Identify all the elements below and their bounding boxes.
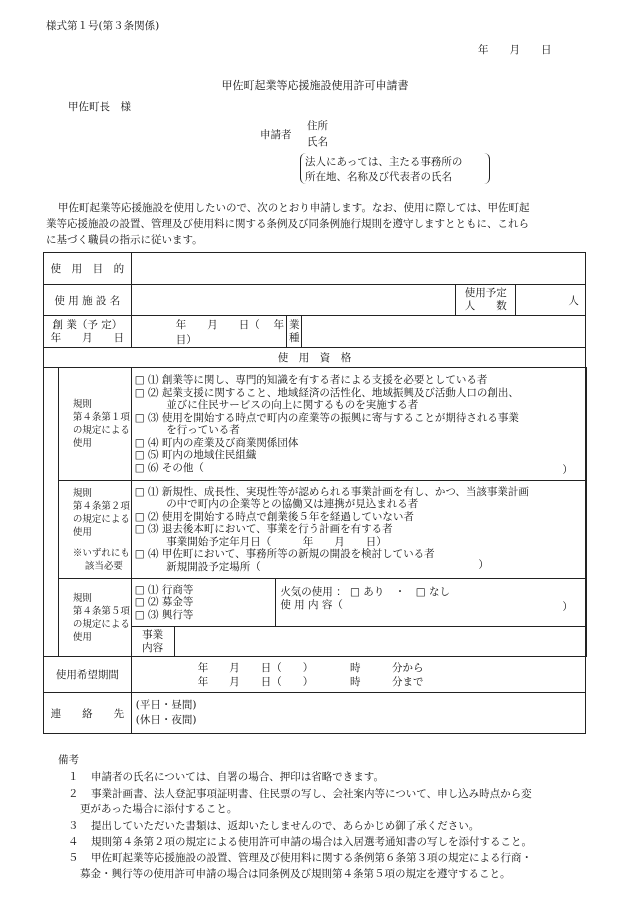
sec1-item[interactable]: □ ⑵ 起業支援に関すること、地域経済の活性化、地域振興及び活動人口の創出、	[134, 386, 519, 399]
sec3-item[interactable]: □ ⑵ 募金等	[134, 596, 194, 609]
intro-line-2: 業等応援施設の設置、管理及び使用料に関する条例及び同条例施行規則を遵守しますとともに、これら	[46, 218, 529, 230]
sec3-items	[131, 579, 276, 627]
sec2-label-line: 第４条第２項	[72, 500, 130, 512]
sec1-label-line: 第４条第１項	[72, 412, 130, 423]
sec2-label-line: 規則	[72, 487, 92, 499]
sec1-item: 並びに住民サービスの向上に関するものを実施する者	[134, 399, 419, 411]
capacity-label-line1: 使用予定	[464, 287, 507, 299]
industry-label	[287, 316, 302, 348]
note-text: 規則第４条第２項の規定による使用許可申請の場合は入居選考通知書の写しを添付すること。	[91, 836, 532, 848]
sec1-close-paren: ）	[562, 464, 573, 476]
sec2-label	[58, 481, 131, 579]
sec3-label-line: 使用	[72, 631, 92, 643]
business-label-line1: 事業	[142, 628, 164, 641]
application-form-table	[43, 252, 587, 734]
industry-label-line2: 種	[289, 331, 300, 344]
contact-holiday[interactable]: (休日・夜間)	[135, 714, 197, 726]
sec2-spacer	[585, 481, 586, 579]
period-label: 使用希望期間	[44, 657, 132, 693]
sec2-label-line: の規定による	[72, 513, 130, 525]
sec1-item[interactable]: □ ⑸ 町内の地域住民組織	[134, 449, 257, 461]
sec3-details	[276, 579, 586, 627]
sec2-item[interactable]: 事業開始予定年月日（ 年 月 日）	[134, 535, 387, 548]
sec2-label-line	[73, 539, 131, 547]
business-label-line2: 内容	[142, 641, 164, 654]
sec1-item[interactable]: □ ⑶ 使用を開始する時点で町内の産業等の振興に寄与することが期待される事業	[134, 411, 519, 424]
period-to[interactable]: 年 月 日（ ） 時 分まで	[197, 675, 424, 688]
note-text: 甲佐町起業等応援施設の設置、管理及び使用料に関する条例第６条第３項の規定による行商・	[91, 852, 532, 864]
founding-date-field[interactable]: 年 月 日（ 年目）	[131, 316, 287, 348]
sec1-label-line: 規則	[72, 399, 92, 410]
contact-weekday[interactable]: (平日・昼間)	[135, 699, 197, 711]
sec1-spacer	[585, 368, 586, 481]
note-text: 提出していただいた書類は、返却いたしませんので、あらかじめ御了承ください。	[91, 820, 480, 832]
note-text: 更があった場合に添付すること。	[80, 803, 238, 815]
qualification-header: 使 用 資 格	[44, 348, 586, 368]
facility-label: 使 用 施 設 名	[44, 285, 132, 316]
sec2-item[interactable]: □ ⑵ 使用を開始する時点で創業後５年を経過していない者	[134, 510, 414, 523]
contact-label: 連 絡 先	[44, 693, 132, 734]
page-title: 甲佐町起業等応援施設使用許可申請書	[221, 79, 409, 92]
founding-label-line2: 年 月 日	[50, 331, 125, 344]
sec2-item[interactable]: 新規開設予定場所（	[134, 560, 261, 573]
note-number: １	[68, 771, 79, 783]
period-from[interactable]: 年 月 日（ ） 時 分から	[197, 661, 424, 674]
sec2-label-line: 該当必要	[84, 560, 123, 572]
corporate-note-line2: 所在地、名称及び代表者の氏名	[305, 171, 452, 183]
capacity-label	[456, 285, 516, 316]
notes-title: 備考	[58, 754, 79, 766]
addressee: 甲佐町長 様	[68, 101, 131, 113]
sec3-item[interactable]: □ ⑶ 興行等	[134, 608, 194, 621]
note-text: 事業計画書、法人登記事項証明書、住民票の写し、会社案内等について、申し込み時点から変	[91, 788, 532, 800]
purpose-label: 使 用 目 的	[44, 253, 132, 285]
note-number: ２	[68, 788, 79, 800]
sec2-item[interactable]: □ ⑶ 退去後本町において、事業を行う計画を有する者	[134, 523, 393, 536]
business-content-field[interactable]	[174, 627, 585, 657]
sec3-label-line: の規定による	[72, 618, 130, 630]
note-text: 募金・興行等の使用許可申請の場合は同条例及び規則第４条第５項の規定を遵守すること。	[80, 868, 511, 880]
sec3b-spacer	[585, 627, 586, 657]
note-number: ３	[68, 820, 79, 832]
sec2-item[interactable]: □ ⑷ 甲佐町において、事務所等の新規の開設を検討している者	[134, 548, 435, 561]
sec3-close-paren: ）	[562, 601, 573, 613]
sec2-items	[131, 481, 585, 579]
applicant-address-label: 住所	[307, 120, 328, 132]
qualification-margin	[44, 368, 59, 657]
fire-use-options[interactable]: 火気の使用 ： □ あり ・ □ なし	[280, 586, 451, 598]
contact-field[interactable]	[131, 693, 585, 734]
note-number: ４	[68, 836, 79, 848]
sec3-item[interactable]: □ ⑴ 行商等	[134, 583, 194, 596]
sec1-item[interactable]: □ ⑷ 町内の産業及び商業関係団体	[134, 436, 299, 449]
note-text: 申請者の氏名については、自署の場合、押印は省略できます。	[91, 771, 384, 783]
sec2-item: の中で町内の企業等との協働又は連携が見込まれる者	[134, 498, 419, 511]
sec2-close-paren: ）	[478, 559, 489, 571]
sec1-label	[58, 368, 131, 481]
applicant-label: 申請者	[260, 129, 292, 141]
form-number: 様式第１号(第３条関係)	[46, 20, 160, 32]
sec1-item[interactable]: □ ⑹ その他（	[134, 461, 204, 474]
sec2-label-line: 使用	[72, 526, 92, 538]
sec3-label-line: 第４条第５項	[72, 605, 130, 617]
purpose-field[interactable]	[131, 253, 585, 285]
sec2-item[interactable]: □ ⑴ 新規性、成長性、実現性等が認められる事業計画を有し、かつ、当該事業計画	[134, 485, 529, 498]
sec2-label-line: ※いずれにも	[72, 547, 130, 559]
usage-content-field[interactable]: 使 用 内 容（	[280, 598, 343, 611]
sec3-label	[58, 579, 131, 657]
intro-line-1: 甲佐町起業等応援施設を使用したいので、次のとおり申請します。なお、使用に際しては、甲佐町起	[58, 202, 530, 214]
industry-label-line1: 業	[289, 318, 300, 331]
applicant-name-label: 氏名	[307, 136, 328, 148]
sec1-item[interactable]: □ ⑴ 創業等に関し、専門的知識を有する者による支援を必要としている者	[134, 374, 488, 386]
note-number: ５	[68, 852, 79, 864]
corporate-note-line1: 法人にあっては、主たる事務所の	[305, 156, 463, 168]
industry-field[interactable]	[302, 316, 586, 348]
founding-label-line1: 創 業（予 定）	[52, 318, 123, 331]
founding-label	[44, 316, 132, 348]
sec1-item: を行っている者	[134, 424, 240, 436]
sec1-label-line: の規定による	[72, 425, 130, 436]
facility-field[interactable]	[131, 285, 456, 316]
capacity-label-line2: 人 数	[464, 300, 507, 312]
sec1-items	[131, 368, 585, 481]
period-field[interactable]	[131, 657, 585, 693]
date-line: 年 月 日	[478, 44, 552, 56]
sec1-label-line: 使用	[72, 438, 92, 449]
intro-line-3: に基づく職員の指示に従います。	[46, 234, 203, 246]
sec3-label-line: 規則	[72, 592, 92, 604]
capacity-unit[interactable]: 人	[516, 285, 586, 316]
business-content-label	[131, 627, 174, 657]
sec3-spacer	[585, 579, 586, 627]
